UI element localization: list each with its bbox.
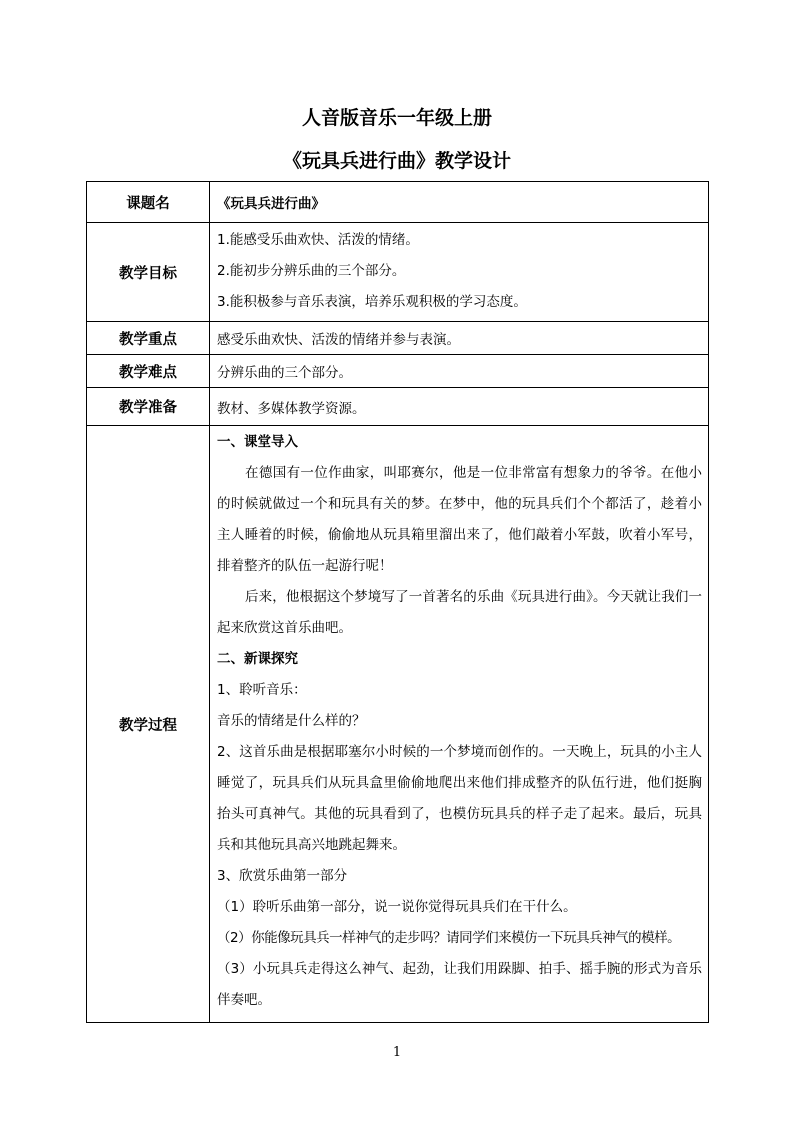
sub-step: （3）小玩具兵走得这么神气、起劲，让我们用跺脚、拍手、摇手腕的形式为音乐伴奏吧。 — [217, 961, 702, 1008]
row-preparation — [87, 388, 709, 426]
sub-step: （2）你能像玩具兵一样神气的走步吗？请同学们来模仿一下玩具兵神气的模样。 — [217, 930, 681, 946]
value-difficulties: 分辨乐曲的三个部分。 — [210, 355, 709, 388]
row-key-points — [87, 322, 709, 355]
value-topic — [210, 182, 709, 223]
step-item: 1、聆听音乐： — [217, 682, 307, 698]
goal-item: 1.能感受乐曲欢快、活泼的情绪。 — [217, 232, 419, 248]
intro-paragraph: 后来，他根据这个梦境写了一首著名的乐曲《玩具进行曲》。今天就让我们一起来欣赏这首乐曲吧。 — [217, 589, 702, 636]
value-process — [210, 426, 709, 1023]
sub-step: （1）聆听乐曲第一部分，说一说你觉得玩具兵们在干什么。 — [217, 899, 577, 915]
goal-item: 2.能初步分辨乐曲的三个部分。 — [217, 263, 406, 279]
intro-paragraph: 在德国有一位作曲家，叫耶赛尔，他是一位非常富有想象力的爷爷。在他小的时候就做过一个和玩具有关的梦。在梦中，他的玩具兵们个个都活了，趁着小主人睡着的时候，偷偷地从玩具箱里溜出来了，他们敲着小军鼓，吹着小军号，排着整齐的队伍一起游行呢！ — [217, 465, 702, 574]
value-preparation: 教材、多媒体教学资源。 — [210, 388, 709, 426]
step-question: 音乐的情绪是什么样的？ — [217, 713, 366, 729]
label-process: 教学过程 — [87, 426, 210, 1023]
lesson-plan-table — [86, 181, 709, 1023]
label-topic: 课题名 — [87, 182, 210, 223]
section-heading: 一、课堂导入 — [217, 434, 298, 450]
page-number: 1 — [392, 1045, 402, 1060]
label-key-points: 教学重点 — [87, 322, 210, 355]
step-item: 2、这首乐曲是根据耶塞尔小时候的一个梦境而创作的。一天晚上，玩具的小主人睡觉了，玩具兵们从玩具盒里偷偷地爬出来他们排成整齐的队伍行进，他们挺胸抬头可真神气。其他的玩具看到了，也模仿玩具兵的样子走了起来。最后，玩具兵和其他玩具高兴地跳起舞来。 — [217, 744, 702, 853]
label-preparation: 教学准备 — [87, 388, 210, 426]
label-goals: 教学目标 — [87, 223, 210, 322]
label-difficulties: 教学难点 — [87, 355, 210, 388]
document-subtitle: 《玩具兵进行曲》教学设计 — [282, 150, 511, 172]
document-title: 人音版音乐一年级上册 — [301, 107, 492, 129]
section-heading: 二、新课探究 — [217, 651, 298, 667]
row-goals — [87, 223, 709, 322]
row-difficulties — [87, 355, 709, 388]
topic-text: 《玩具兵进行曲》 — [217, 196, 325, 212]
row-topic — [87, 182, 709, 223]
step-item: 3、欣赏乐曲第一部分 — [217, 868, 348, 884]
row-process — [87, 426, 709, 1023]
goal-item: 3.能积极参与音乐表演，培养乐观积极的学习态度。 — [217, 294, 527, 310]
value-key-points: 感受乐曲欢快、活泼的情绪并参与表演。 — [210, 322, 709, 355]
value-goals — [210, 223, 709, 322]
